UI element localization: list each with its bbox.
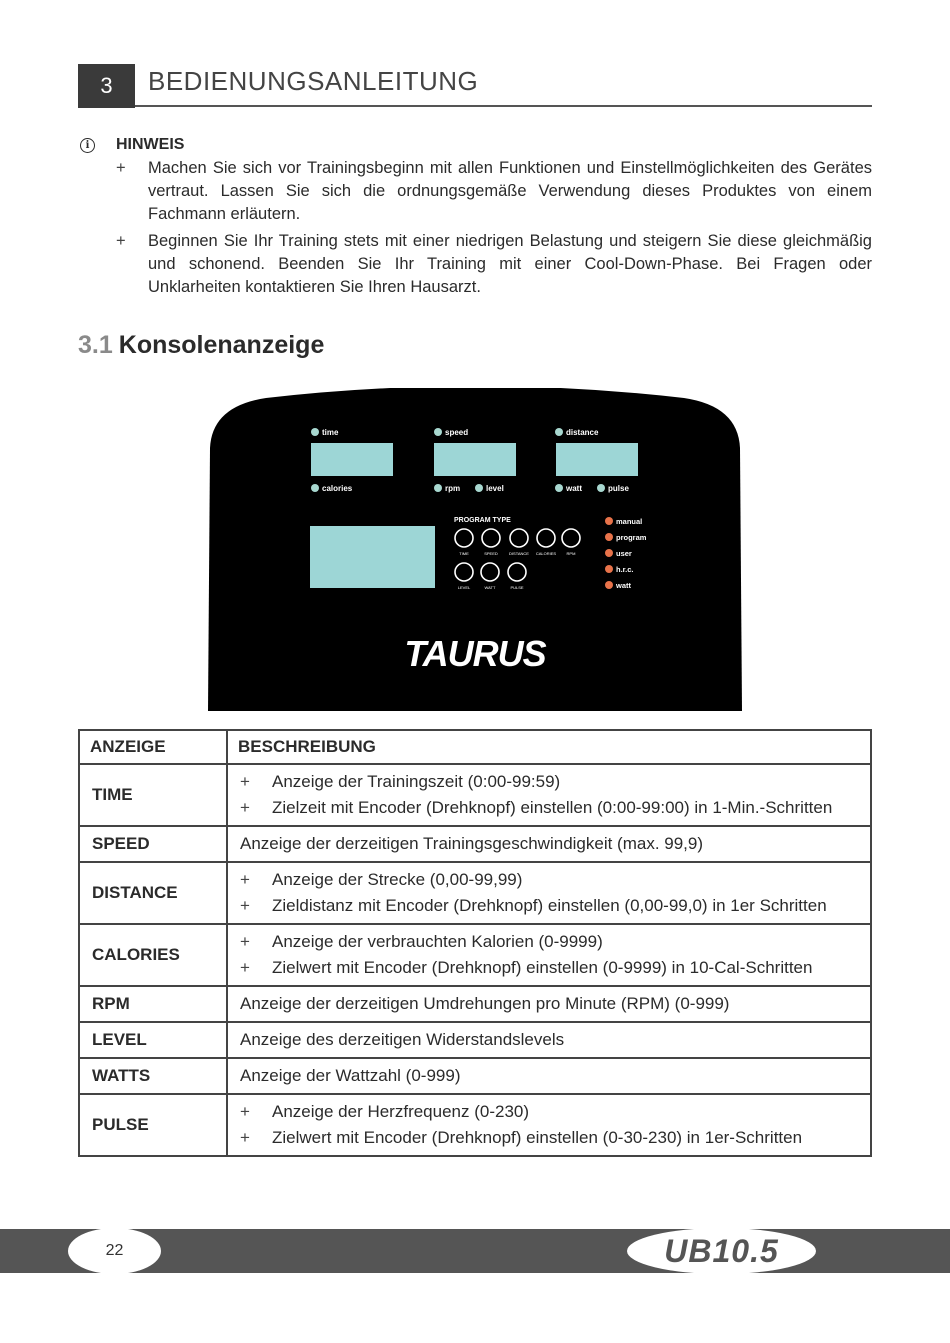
console-illustration [206,388,744,711]
description-line [240,795,862,821]
indicator-label: level [486,484,504,493]
indicator-led [311,428,319,436]
plus-bullet-icon: + [240,896,250,915]
table-row [79,826,871,862]
row-description [227,924,871,986]
lcd-distance [556,443,638,476]
mode-led [605,549,613,557]
description-text: Anzeige der Herzfrequenz (0-230) [272,1102,530,1121]
row-description [227,862,871,924]
mode-led [605,533,613,541]
row-description [227,764,871,826]
lcd-speed [434,443,516,476]
program-icon-label: LEVEL [457,585,471,590]
row-description [227,1094,871,1156]
table-row [79,764,871,826]
hint-item [116,230,872,299]
description-text: Zielzeit mit Encoder (Drehknopf) einstellen (0:00-99:00) in 1-Min.-Schritten [272,798,833,817]
table-row [79,1058,871,1094]
program-icon-label: RPM [566,551,576,556]
table-row [79,862,871,924]
plus-bullet-icon: + [116,159,126,177]
row-description [227,826,871,862]
description-text: Anzeige der Trainingszeit (0:00-99:59) [272,772,561,791]
description-text: Anzeige der Wattzahl (0-999) [240,1066,461,1085]
brand-logo: TAURUS [404,633,546,674]
section-number: 3 [78,64,135,108]
description-text: Anzeige der derzeitigen Umdrehungen pro Minute (RPM) (0-999) [240,994,730,1013]
description-line [240,929,862,955]
section-title: BEDIENUNGSANLEITUNG [148,66,479,96]
program-type-label: PROGRAM TYPE [454,517,511,524]
plus-bullet-icon: + [240,932,250,951]
row-label: PULSE [79,1094,227,1156]
indicator-label: pulse [608,484,629,493]
row-label: RPM [79,986,227,1022]
description-line [240,893,862,919]
description-text: Zielwert mit Encoder (Drehknopf) einstellen (0-30-230) in 1er-Schritten [272,1128,803,1147]
hint-text: Beginnen Sie Ihr Training stets mit einer niedrigen Belastung und steigern Sie diese gleichmäßig und schonend. Beenden Sie Ihr Training mit einer Cool-Down-Phase. Bei Fragen oder Unklarheiten kontaktieren Sie Ihren Hausarzt. [148,232,872,296]
table-header: ANZEIGE [79,730,227,764]
model-name: UB10.5 [627,1228,816,1274]
row-description [227,1058,871,1094]
section-rule [135,105,872,107]
hint-text: Machen Sie sich vor Trainingsbeginn mit allen Funktionen und Einstellmöglichkeiten des Gerätes vertraut. Lassen Sie sich die ordnungsgemäße Verwendung dieses Produktes von einem Fachmann erläutern. [148,159,872,223]
indicator-label: watt [566,484,582,493]
indicator-label: rpm [445,484,461,493]
mode-led [605,517,613,525]
description-line [240,1099,862,1125]
plus-bullet-icon: + [240,1128,250,1147]
plus-bullet-icon: + [240,798,250,817]
table-row [79,1094,871,1156]
mode-led [605,565,613,573]
hint-item [116,157,872,226]
description-text: Anzeige der Strecke (0,00-99,99) [272,870,523,889]
plus-bullet-icon: + [240,870,250,889]
indicator-label: calories [322,484,353,493]
table-row [79,986,871,1022]
mode-label: program [616,533,647,542]
info-icon: i [80,138,95,153]
mode-led [605,581,613,589]
indicator-led [597,484,605,492]
indicator-led [434,484,442,492]
row-label: SPEED [79,826,227,862]
row-label: TIME [79,764,227,826]
description-text: Anzeige der derzeitigen Trainingsgeschwindigkeit (max. 99,9) [240,834,704,853]
program-icon-label: CALORIES [535,551,557,556]
spec-table [78,729,872,1157]
description-line [240,955,862,981]
row-label: CALORIES [79,924,227,986]
plus-bullet-icon: + [116,232,126,250]
row-description [227,986,871,1022]
program-icon-label: WATT [484,585,496,590]
row-label: LEVEL [79,1022,227,1058]
program-icon-label: SPEED [484,551,498,556]
indicator-led [311,484,319,492]
indicator-label: distance [566,428,599,437]
indicator-led [434,428,442,436]
mode-label: manual [616,517,643,526]
plus-bullet-icon: + [240,958,250,977]
table-row [79,1022,871,1058]
plus-bullet-icon: + [240,1102,250,1121]
indicator-led [475,484,483,492]
mode-label: h.r.c. [616,565,634,574]
description-line [240,769,862,795]
indicator-led [555,428,563,436]
row-label: DISTANCE [79,862,227,924]
description-text: Anzeige des derzeitigen Widerstandslevels [240,1030,565,1049]
subsection-title: Konsolenanzeige [118,331,325,359]
program-icon-label: TIME [459,551,469,556]
description-text: Anzeige der verbrauchten Kalorien (0-9999) [272,932,603,951]
mode-label: watt [616,581,631,590]
hint-title: HINWEIS [116,136,185,153]
program-icon-label: DISTANCE [509,551,529,556]
indicator-led [555,484,563,492]
program-icon-label: PULSE [510,585,524,590]
description-text: Zieldistanz mit Encoder (Drehknopf) einstellen (0,00-99,0) in 1er Schritten [272,896,827,915]
indicator-label: speed [445,428,469,437]
table-row [79,924,871,986]
subsection-number: 3.1 [78,331,113,359]
row-label: WATTS [79,1058,227,1094]
lcd-time [311,443,393,476]
description-line [240,867,862,893]
page-number: 22 [68,1228,161,1274]
row-description [227,1022,871,1058]
table-header: BESCHREIBUNG [227,730,871,764]
indicator-label: time [322,428,339,437]
plus-bullet-icon: + [240,772,250,791]
description-text: Zielwert mit Encoder (Drehknopf) einstellen (0-9999) in 10-Cal-Schritten [272,958,813,977]
subsection-heading [78,331,324,360]
lcd-main [310,526,435,588]
table-header-row [79,730,871,764]
mode-label: user [616,549,632,558]
description-line [240,1125,862,1151]
